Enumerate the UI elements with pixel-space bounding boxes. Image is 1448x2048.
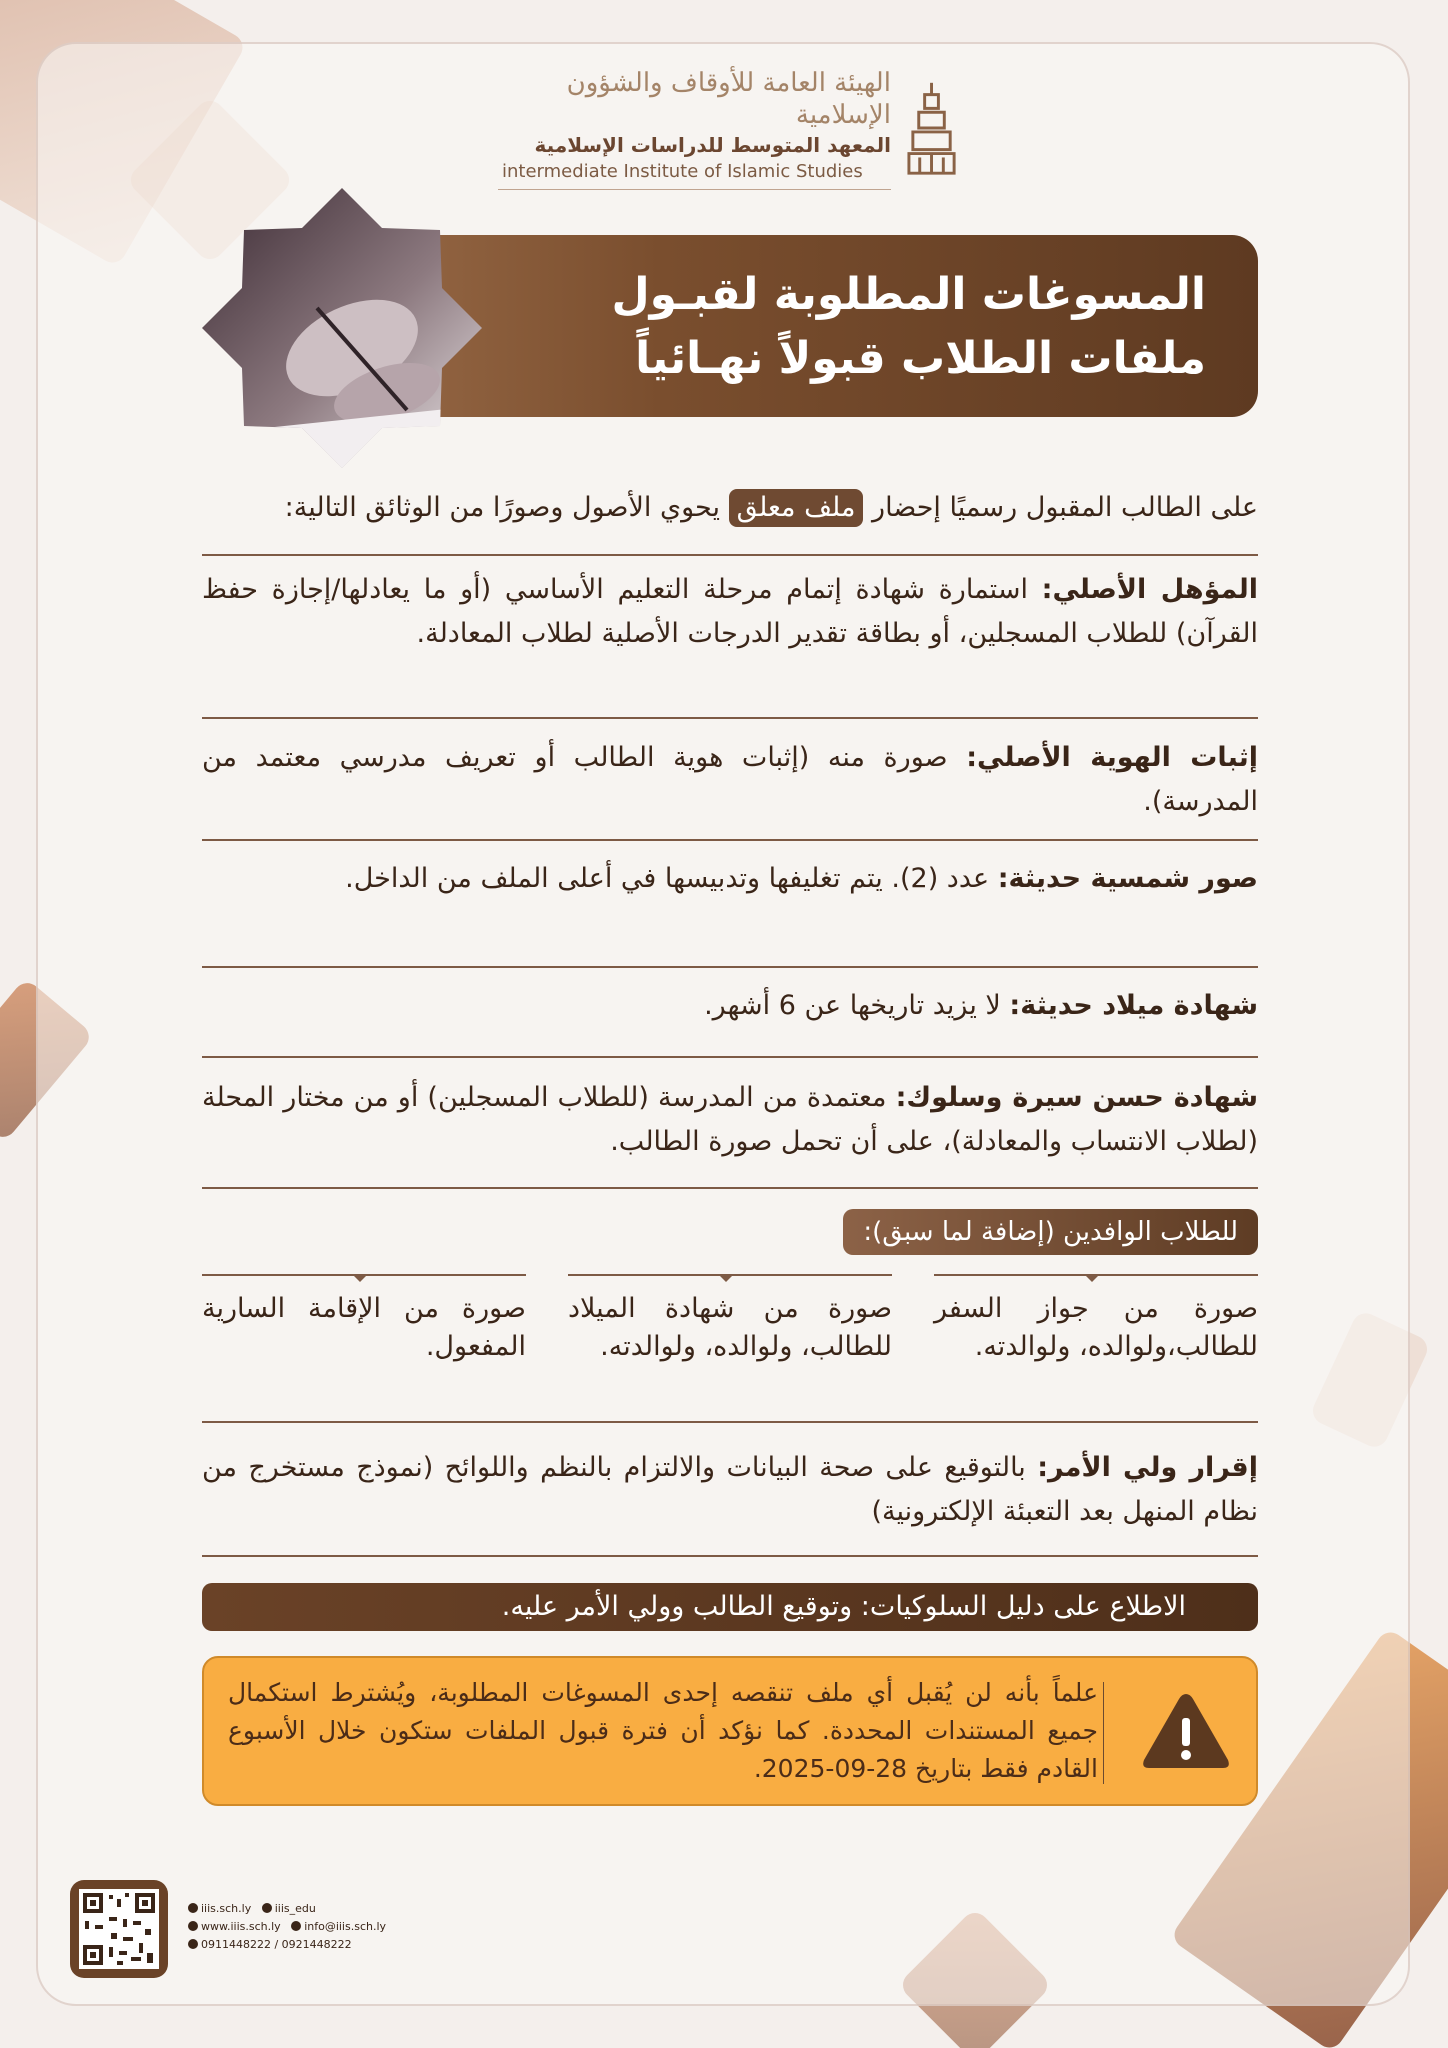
requirement-qualification bbox=[202, 568, 1258, 656]
website-link[interactable]: www.iiis.sch.ly bbox=[201, 1920, 281, 1933]
requirement-birth-certificate bbox=[202, 984, 1258, 1028]
requirement-label: شهادة ميلاد حديثة: bbox=[1009, 990, 1258, 1021]
requirement-label: صور شمسية حديثة: bbox=[997, 863, 1258, 894]
divider bbox=[202, 554, 1258, 556]
title-line-2: ملفات الطلاب قبولاً نهـائياً bbox=[635, 333, 1206, 384]
requirement-good-conduct bbox=[202, 1076, 1258, 1164]
phone-numbers[interactable]: 0911448222 / 0921448222 bbox=[201, 1938, 352, 1951]
contact-info bbox=[188, 1900, 386, 1954]
intro-text bbox=[202, 486, 1258, 530]
facebook-link[interactable]: iiis.sch.ly bbox=[201, 1902, 252, 1915]
phone-icon bbox=[188, 1939, 198, 1949]
requirement-text: عدد (2). يتم تغليفها وتدبيسها في أعلى الملف من الداخل. bbox=[345, 863, 990, 894]
telegram-icon bbox=[262, 1903, 272, 1913]
requirement-photos bbox=[202, 857, 1258, 901]
writing-hand-photo bbox=[202, 188, 482, 468]
requirement-text: معتمدة من المدرسة (للطلاب المسجلين) أو من مختار المحلة (لطلاب الانتساب والمعادلة)، على أن تحمل صورة الطالب. bbox=[202, 1082, 1258, 1157]
qr-code[interactable] bbox=[70, 1880, 168, 1978]
requirement-text: بالتوقيع على صحة البيانات والالتزام بالنظم واللوائح (نموذج مستخرج من نظام المنهل بعد التعبئة الإلكترونية) bbox=[202, 1452, 1258, 1527]
divider bbox=[202, 966, 1258, 968]
logo-divider bbox=[498, 189, 891, 190]
requirement-guardian bbox=[202, 1446, 1258, 1534]
facebook-icon bbox=[188, 1903, 198, 1913]
divider bbox=[202, 717, 1258, 719]
warning-icon bbox=[1138, 1688, 1234, 1774]
requirement-label: إقرار ولي الأمر: bbox=[1037, 1452, 1258, 1483]
requirement-label: شهادة حسن سيرة وسلوك: bbox=[895, 1082, 1259, 1113]
divider bbox=[202, 1421, 1258, 1423]
expat-requirements bbox=[202, 1274, 1258, 1404]
requirement-text: استمارة شهادة إتمام مرحلة التعليم الأساسي (أو ما يعادلها/إجازة حفظ القرآن) للطلاب المسجلين، أو بطاقة تقدير الدرجات الأصلية لطلاب المعادلة. bbox=[202, 574, 1258, 649]
requirement-text: لا يزيد تاريخها عن 6 أشهر. bbox=[704, 990, 1001, 1021]
divider bbox=[202, 1187, 1258, 1189]
notice-separator bbox=[1103, 1682, 1104, 1784]
requirement-identity bbox=[202, 736, 1258, 824]
divider bbox=[202, 1555, 1258, 1557]
expat-column-birth bbox=[568, 1274, 892, 1366]
institute-emblem-icon bbox=[905, 78, 958, 178]
expat-column-passport bbox=[934, 1274, 1258, 1366]
email-icon bbox=[291, 1921, 301, 1931]
expat-column-residence bbox=[202, 1274, 526, 1366]
institute-logo bbox=[498, 67, 958, 184]
qr-code-icon bbox=[79, 1889, 159, 1969]
poster-content bbox=[202, 0, 1258, 2048]
conduct-guide-bar: الاطلاع على دليل السلوكيات: وتوقيع الطالب وولي الأمر عليه. bbox=[202, 1583, 1258, 1631]
institute-name-en: intermediate Institute of Islamic Studies bbox=[502, 160, 863, 182]
intro-after: يحوي الأصول وصورًا من الوثائق التالية: bbox=[284, 492, 720, 523]
notice-text: علماً بأنه لن يُقبل أي ملف تنقصه إحدى المسوغات المطلوبة، ويُشترط استكمال جميع المستندات المحددة. كما نؤكد أن فترة قبول الملفات ستكون خلال الأسبوع القادم فقط بتاريخ 28-09-2025. bbox=[228, 1678, 1098, 1783]
telegram-link[interactable]: iiis_edu bbox=[274, 1902, 316, 1915]
requirement-text: صورة منه (إثبات هوية الطالب أو تعريف مدرسي معتمد من المدرسة). bbox=[202, 742, 1258, 817]
requirement-label: المؤهل الأصلي: bbox=[1041, 574, 1258, 605]
folder-chip: ملف معلق bbox=[729, 489, 864, 527]
expat-column-text: صورة من جواز السفر للطالب،ولوالده، ولوالدته. bbox=[934, 1293, 1258, 1362]
divider bbox=[202, 839, 1258, 841]
expat-column-text: صورة من الإقامة السارية المفعول. bbox=[202, 1293, 526, 1362]
authority-name: الهيئة العامة للأوقاف والشؤون الإسلامية bbox=[566, 67, 891, 130]
warning-notice bbox=[202, 1656, 1258, 1806]
divider bbox=[202, 1056, 1258, 1058]
title-line-1: المسوغات المطلوبة لقبـول bbox=[611, 269, 1206, 320]
requirement-label: إثبات الهوية الأصلي: bbox=[966, 742, 1258, 773]
email-link[interactable]: info@iiis.sch.ly bbox=[304, 1920, 387, 1933]
expat-heading: للطلاب الوافدين (إضافة لما سبق): bbox=[843, 1209, 1258, 1255]
intro-before: على الطالب المقبول رسميًا إحضار bbox=[872, 492, 1258, 523]
institute-name-ar: المعهد المتوسط للدراسات الإسلامية bbox=[534, 132, 891, 157]
globe-icon bbox=[188, 1921, 198, 1931]
expat-column-text: صورة من شهادة الميلاد للطالب، ولوالده، ولوالدته. bbox=[568, 1293, 892, 1362]
